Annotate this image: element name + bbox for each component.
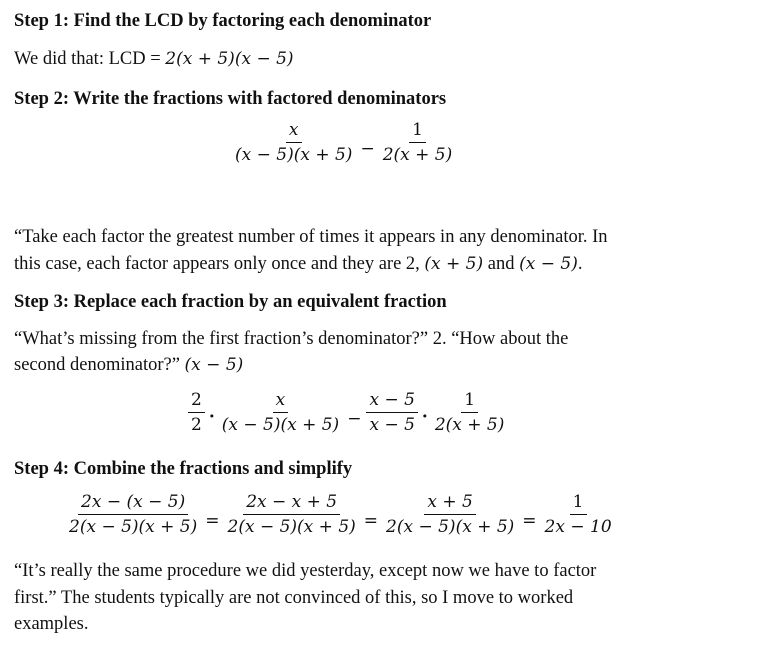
step4-fraction-4 bbox=[540, 490, 617, 539]
closing-line-1: “It’s really the same procedure we did yesterday, except now we have to factor bbox=[14, 561, 597, 581]
step1-lcd-expression: 2(x + 5)(x − 5) bbox=[165, 49, 294, 69]
fraction-denominator: 2(x − 5)(x + 5) bbox=[69, 517, 198, 537]
step1-lcd-label: We did that: LCD = bbox=[14, 49, 166, 69]
fraction-numerator: x − 5 bbox=[366, 388, 417, 413]
step3-fraction-c bbox=[364, 388, 419, 437]
step2-fraction-1 bbox=[230, 118, 357, 167]
fraction-denominator: 2(x − 5)(x + 5) bbox=[386, 517, 515, 537]
equals-sign: = bbox=[205, 510, 220, 531]
step2-quote-line-1: “Take each factor the greatest number of times it appears in any denominator. In bbox=[14, 227, 608, 247]
factor-x-minus-5: (x − 5) bbox=[519, 254, 578, 274]
equals-sign: = bbox=[522, 510, 537, 531]
fraction-denominator: (x − 5)(x + 5) bbox=[221, 415, 340, 435]
fraction-numerator: x + 5 bbox=[424, 490, 475, 515]
fraction-numerator: 1 bbox=[461, 388, 478, 413]
step2-expression bbox=[230, 118, 457, 167]
step4-expression bbox=[64, 490, 617, 539]
step3-heading: Step 3: Replace each fraction by an equivalent fraction bbox=[14, 292, 447, 312]
factor-x-minus-5: (x − 5) bbox=[184, 355, 244, 375]
step1-text bbox=[14, 46, 294, 72]
step4-fraction-3 bbox=[381, 490, 519, 539]
fraction-denominator: 2(x − 5)(x + 5) bbox=[227, 517, 356, 537]
closing-line-2: first.” The students typically are not convinced of this, so I move to worked bbox=[14, 588, 574, 608]
step3-fraction-d bbox=[430, 388, 510, 437]
fraction-denominator: 2(x + 5) bbox=[382, 145, 453, 165]
step2-quote-line-2 bbox=[14, 251, 582, 277]
step1-heading: Step 1: Find the LCD by factoring each denominator bbox=[14, 11, 432, 31]
minus-operator: − bbox=[347, 408, 362, 429]
step4-heading: Step 4: Combine the fractions and simplify bbox=[14, 459, 353, 479]
step2-heading: Step 2: Write the fractions with factored denominators bbox=[14, 89, 447, 109]
factor-x-plus-5: (x + 5) bbox=[424, 254, 484, 274]
step3-line-2 bbox=[14, 352, 243, 378]
minus-operator: − bbox=[360, 138, 375, 159]
fraction-numerator: 2x − x + 5 bbox=[243, 490, 340, 515]
fraction-numerator: 2 bbox=[188, 388, 205, 413]
equals-sign: = bbox=[363, 510, 379, 531]
fraction-denominator: 2(x + 5) bbox=[434, 415, 505, 435]
fraction-denominator: 2 bbox=[191, 415, 202, 435]
step3-expression bbox=[186, 388, 509, 437]
fraction-numerator: x bbox=[286, 118, 302, 143]
fraction-denominator: x − 5 bbox=[369, 415, 415, 435]
step2-fraction-2 bbox=[378, 118, 458, 167]
quote-text: and bbox=[483, 254, 520, 274]
step4-fraction-2 bbox=[223, 490, 361, 539]
multiply-dot: · bbox=[421, 406, 428, 427]
fraction-denominator: (x − 5)(x + 5) bbox=[235, 145, 353, 165]
multiply-dot: · bbox=[208, 406, 215, 427]
fraction-numerator: x bbox=[273, 388, 289, 413]
closing-line-3: examples. bbox=[14, 614, 89, 634]
step3-fraction-b bbox=[217, 388, 344, 437]
fraction-numerator: 1 bbox=[570, 490, 587, 515]
quote-text: this case, each factor appears only once and they are 2, bbox=[14, 254, 425, 274]
fraction-denominator: 2x − 10 bbox=[544, 517, 612, 537]
fraction-numerator: 2x − (x − 5) bbox=[78, 490, 188, 515]
quote-text: . bbox=[577, 254, 583, 274]
fraction-numerator: 1 bbox=[409, 118, 426, 143]
step4-fraction-1 bbox=[64, 490, 202, 539]
step3-line-1: “What’s missing from the first fraction’s denominator?” 2. “How about the bbox=[14, 329, 569, 349]
step3-fraction-a bbox=[186, 388, 207, 437]
step3-text: second denominator?” bbox=[14, 355, 185, 375]
